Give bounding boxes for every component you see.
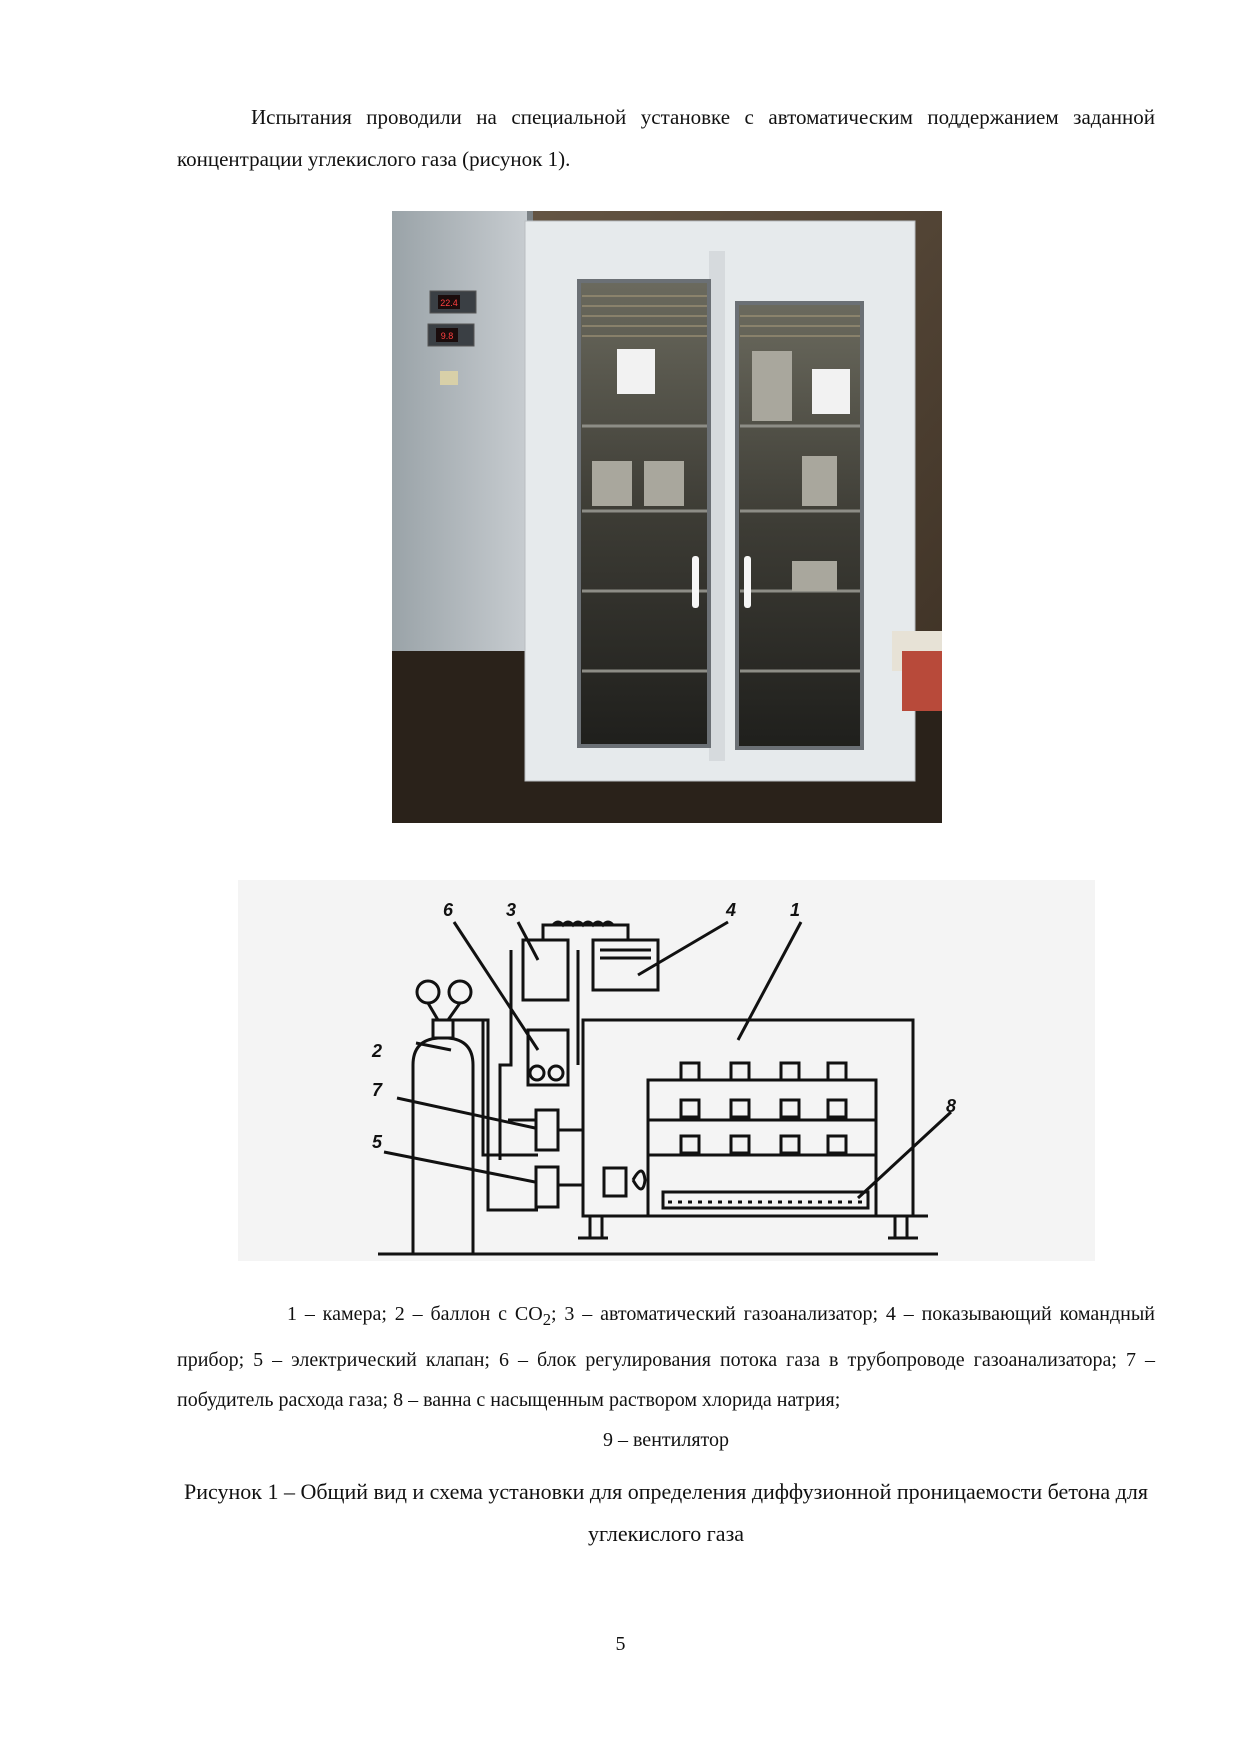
label-8: 8	[946, 1096, 957, 1116]
label-7: 7	[372, 1080, 383, 1100]
intro-paragraph: Испытания проводили на специальной установке с автоматическим поддержанием заданной концентрации углекислого газа (рисунок 1).	[177, 105, 1155, 171]
installation-diagram	[238, 880, 1095, 1261]
installation-photo	[392, 211, 942, 823]
figure-caption: Рисунок 1 – Общий вид и схема установки для определения диффузионной проницаемости бетона для углекислого газа	[184, 1479, 1148, 1546]
label-5: 5	[372, 1132, 383, 1152]
label-2: 2	[372, 1041, 383, 1061]
label-1: 1	[790, 900, 801, 920]
figure-legend: 1 – камера; 2 – баллон с $CO_2$; 3 – автоматический газоанализатор; 4 – показывающий командный прибор; 5 – электрический клапан; 6 – блок регулирования потока газа в трубопроводе газоанализатора; 7 – побудитель расхода газа; 8 – ванна с насыщенным раствором хлорида натрия; 9 – вентилятор	[177, 1303, 1156, 1451]
svg-text:9.8: 9.8	[440, 331, 454, 341]
svg-text:22.4: 22.4	[440, 298, 458, 308]
label-6: 6	[443, 900, 454, 920]
label-3: 3	[506, 900, 517, 920]
page-number: 5	[615, 1633, 626, 1655]
label-4: 4	[726, 900, 737, 920]
